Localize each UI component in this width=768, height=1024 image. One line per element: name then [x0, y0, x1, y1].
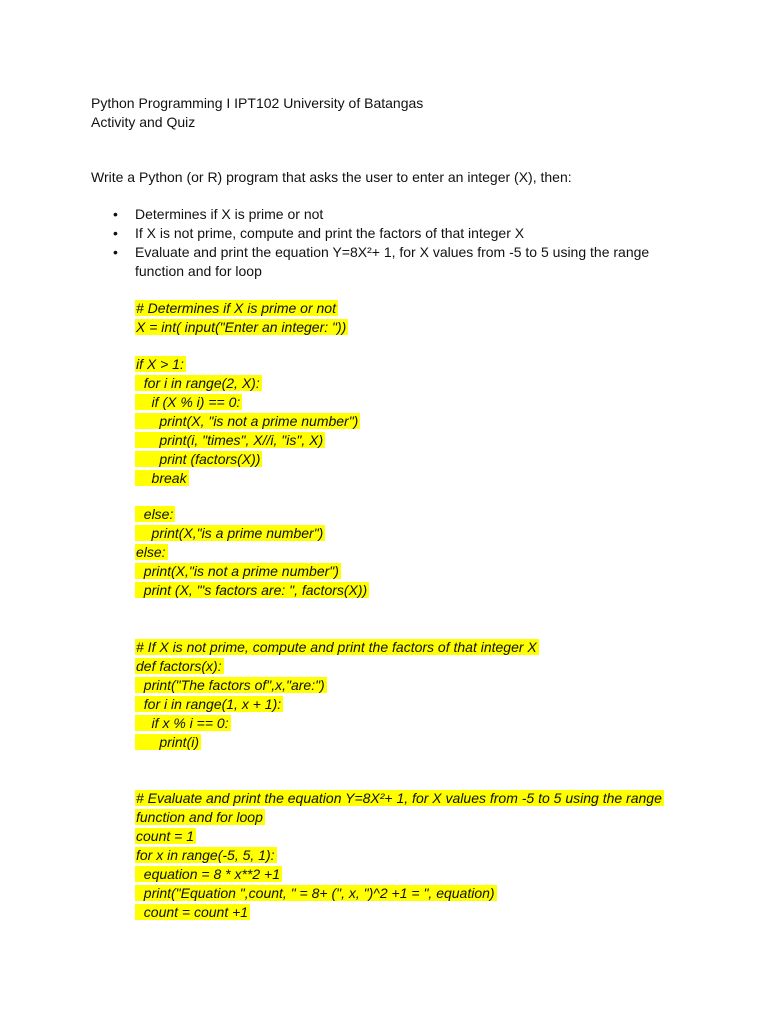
- code-comment: # Determines if X is prime or not: [136, 300, 336, 316]
- code-comment: # Evaluate and print the equation Y=8X²+ 1, for X values from -5 to 5 using the range: [136, 790, 662, 806]
- course-title: Python Programming I IPT102 University of Batangas: [91, 95, 424, 111]
- code-line: print(X, "is not a prime number"): [136, 413, 359, 429]
- bullet-marker: •: [113, 244, 118, 260]
- code-line: print("Equation ",count, " = 8+ (", x, ")^2 +1 = ", equation): [136, 885, 495, 901]
- bullet-item-prime: Determines if X is prime or not: [135, 206, 324, 222]
- code-line: print("The factors of",x,"are:"): [136, 677, 325, 693]
- code-line: else:: [136, 506, 174, 522]
- bullet-marker: •: [113, 206, 118, 222]
- code-line: equation = 8 * x**2 +1: [136, 866, 280, 882]
- bullet-item-equation: Evaluate and print the equation Y=8X²+ 1, for X values from -5 to 5 using the range: [135, 244, 650, 260]
- code-line: for x in range(-5, 5, 1):: [136, 847, 275, 863]
- code-line: count = count +1: [136, 904, 249, 920]
- code-line: if (X % i) == 0:: [136, 394, 241, 410]
- code-line: print (X, "'s factors are: ", factors(X)): [136, 582, 368, 598]
- code-line: if X > 1:: [136, 356, 184, 372]
- code-line: count = 1: [136, 828, 194, 844]
- code-comment-cont: function and for loop: [136, 809, 263, 825]
- code-line: for i in range(2, X):: [136, 375, 260, 391]
- bullet-item-factors: If X is not prime, compute and print the factors of that integer X: [135, 225, 525, 241]
- code-line: else:: [136, 544, 166, 560]
- bullet-marker: •: [113, 225, 118, 241]
- code-line: print(i): [136, 734, 200, 750]
- code-comment: # If X is not prime, compute and print the factors of that integer X: [136, 639, 537, 655]
- activity-title: Activity and Quiz: [91, 114, 196, 130]
- instruction-text: Write a Python (or R) program that asks the user to enter an integer (X), then:: [91, 169, 572, 185]
- code-line: print(X,"is not a prime number"): [136, 563, 339, 579]
- code-line: print (factors(X)): [136, 451, 261, 467]
- code-line: print(X,"is a prime number"): [136, 525, 324, 541]
- code-line: X = int( input("Enter an integer: ")): [136, 319, 347, 335]
- bullet-item-equation-cont: function and for loop: [135, 263, 262, 279]
- code-line: def factors(x):: [136, 658, 222, 674]
- code-line: for i in range(1, x + 1):: [136, 696, 282, 712]
- code-line: if x % i == 0:: [136, 715, 229, 731]
- code-line: print(i, "times", X//i, "is", X): [136, 432, 324, 448]
- code-line: break: [136, 470, 187, 486]
